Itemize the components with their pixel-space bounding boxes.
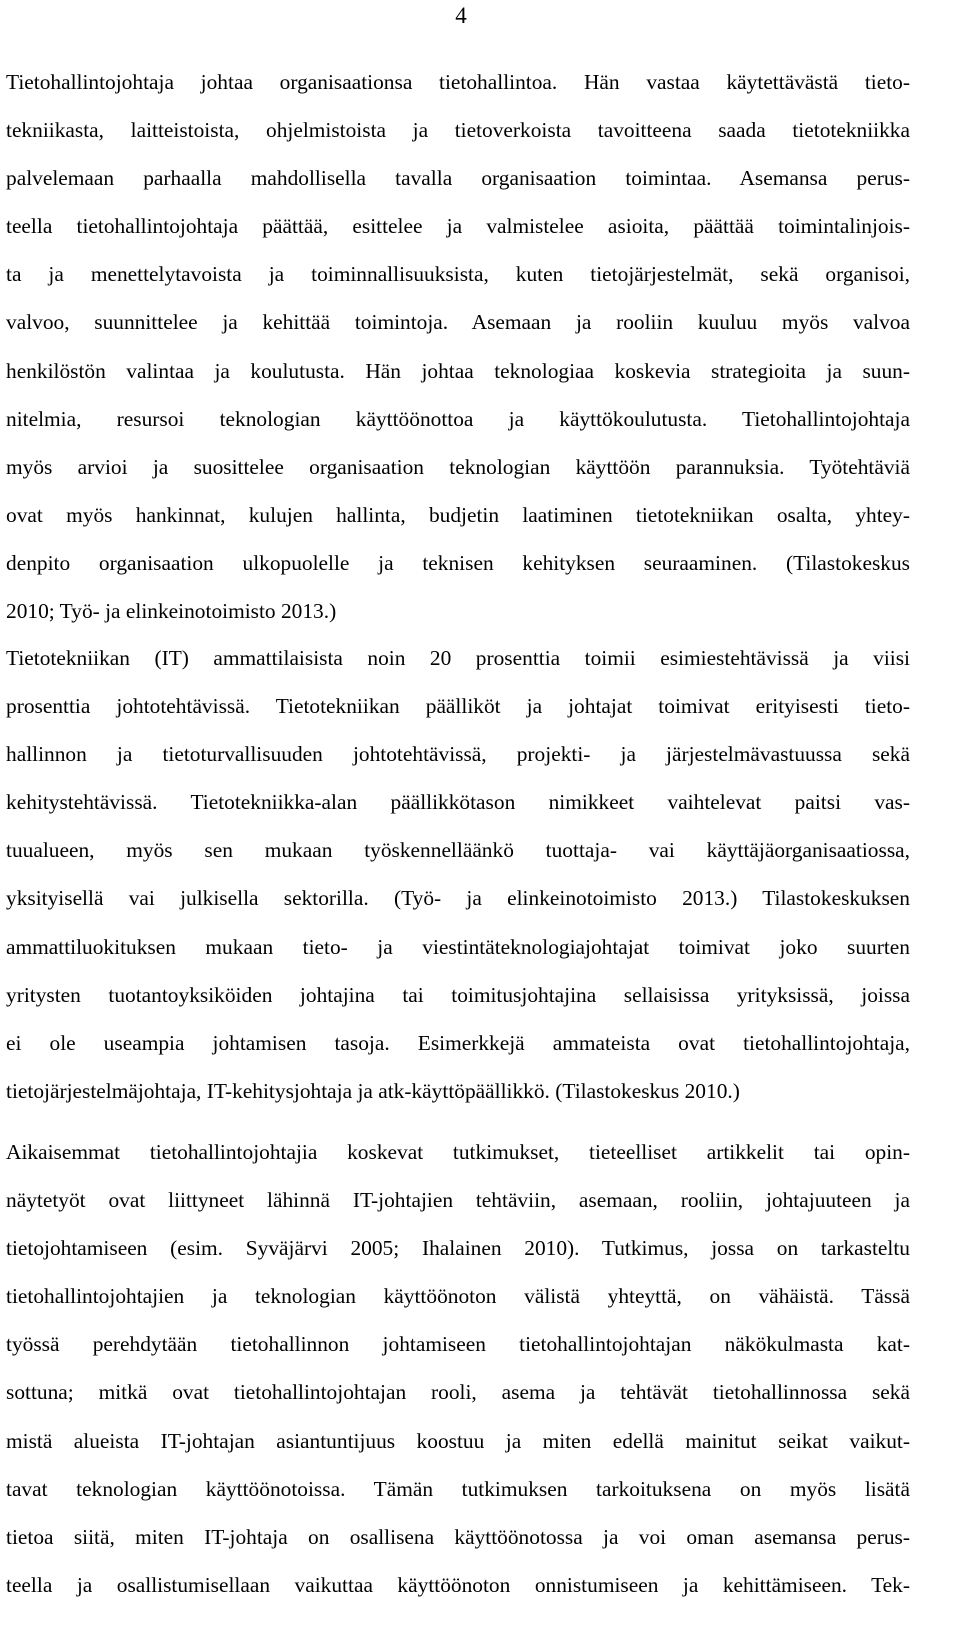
paragraph-it-professionals — [6, 634, 910, 1115]
text-line: 2010; Työ- ja elinkeinotoimisto 2013.) — [6, 599, 337, 624]
text-line: prosenttia johtotehtävissä. Tietotekniikan päälliköt ja johtajat toimivat erityisesti tieto- — [6, 694, 910, 719]
text-line: teella tietohallintojohtaja päättää, esittelee ja valmistelee asioita, päättää toimintalinjois- — [6, 214, 910, 239]
text-line: tuualueen, myös sen mukaan työskennelläänkö tuottaja- vai käyttäjäorganisaatiossa, — [6, 838, 910, 863]
text-line: valvoo, suunnittelee ja kehittää toimintoja. Asemaan ja rooliin kuuluu myös valvoa — [6, 310, 910, 335]
text-line: näytetyöt ovat liittyneet lähinnä IT-johtajien tehtäviin, asemaan, rooliin, johtajuuteen ja — [6, 1188, 910, 1213]
text-line: henkilöstön valintaa ja koulutusta. Hän johtaa teknologiaa koskevia strategioita ja suun- — [6, 358, 910, 383]
text-line: yksityisellä vai julkisella sektorilla. (Työ- ja elinkeinotoimisto 2013.) Tilastokeskuksen — [6, 886, 910, 911]
text-line: Tietohallintojohtaja johtaa organisaationsa tietohallintoa. Hän vastaa käytettävästä tieto- — [6, 70, 910, 94]
text-line: palvelemaan parhaalla mahdollisella tavalla organisaation toimintaa. Asemansa perus- — [6, 166, 910, 191]
text-line: ovat myös hankinnat, kulujen hallinta, budjetin laatiminen tietotekniikan osalta, yhtey- — [6, 502, 910, 527]
text-line: mistä alueista IT-johtajan asiantuntijuus koostuu ja miten edellä mainitut seikat vaikut- — [6, 1428, 910, 1453]
text-line: myös arvioi ja suosittelee organisaation teknologian käyttöön parannuksia. Työtehtäviä — [6, 454, 910, 479]
text-line: Aikaisemmat tietohallintojohtajia koskevat tutkimukset, tieteelliset artikkelit tai opin- — [6, 1140, 910, 1164]
paragraph-previous-research — [6, 1128, 910, 1609]
text-line: Tietotekniikan (IT) ammattilaisista noin 20 prosenttia toimii esimiestehtävissä ja viisi — [6, 646, 910, 670]
text-line: denpito organisaation ulkopuolelle ja teknisen kehityksen seuraaminen. (Tilastokeskus — [6, 550, 910, 575]
text-line: ta ja menettelytavoista ja toiminnallisuuksista, kuten tietojärjestelmät, sekä organisoi, — [6, 262, 910, 287]
text-line: tietoa siitä, miten IT-johtaja on osallisena käyttöönotossa ja voi oman asemansa perus- — [6, 1524, 910, 1549]
text-line: kehitystehtävissä. Tietotekniikka-alan päällikkötason nimikkeet vaihtelevat paitsi vas- — [6, 790, 910, 815]
text-line: tavat teknologian käyttöönotoissa. Tämän tutkimuksen tarkoituksena on myös lisätä — [6, 1476, 910, 1501]
text-line: tekniikasta, laitteistoista, ohjelmistoista ja tietoverkoista tavoitteena saada tietotekniikka — [6, 118, 910, 143]
paragraph-it-director-duties — [6, 58, 910, 635]
text-line: yritysten tuotantoyksiköiden johtajina tai toimitusjohtajina sellaisissa yrityksissä, joissa — [6, 982, 910, 1007]
text-line: ammattiluokituksen mukaan tieto- ja viestintäteknologiajohtajat toimivat joko suurten — [6, 934, 910, 959]
text-line: sottuna; mitkä ovat tietohallintojohtajan rooli, asema ja tehtävät tietohallinnossa sekä — [6, 1380, 910, 1405]
text-line: ei ole useampia johtamisen tasoja. Esimerkkejä ammateista ovat tietohallintojohtaja, — [6, 1030, 910, 1055]
page-number: 4 — [455, 3, 467, 28]
text-line: tietojohtamiseen (esim. Syväjärvi 2005; Ihalainen 2010). Tutkimus, jossa on tarkasteltu — [6, 1236, 910, 1261]
text-line: työssä perehdytään tietohallinnon johtamiseen tietohallintojohtajan näkökulmasta kat- — [6, 1332, 910, 1357]
text-line: tietohallintojohtajien ja teknologian käyttöönoton välistä yhteyttä, on vähäistä. Tässä — [6, 1284, 910, 1309]
text-line: tietojärjestelmäjohtaja, IT-kehitysjohtaja ja atk-käyttöpäällikkö. (Tilastokeskus 2010.) — [6, 1078, 740, 1103]
text-line: teella ja osallistumisellaan vaikuttaa käyttöönoton onnistumiseen ja kehittämiseen. Tek- — [6, 1572, 910, 1597]
text-line: nitelmia, resursoi teknologian käyttöönottoa ja käyttökoulutusta. Tietohallintojohtaja — [6, 406, 910, 431]
text-line: hallinnon ja tietoturvallisuuden johtotehtävissä, projekti- ja järjestelmävastuussa sekä — [6, 742, 910, 767]
